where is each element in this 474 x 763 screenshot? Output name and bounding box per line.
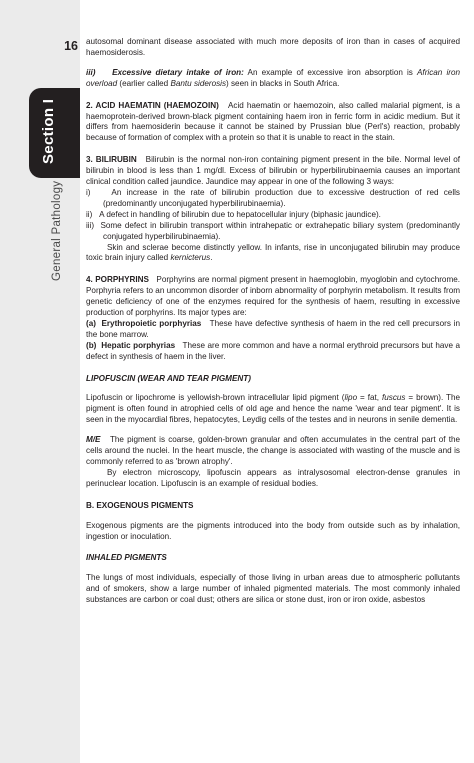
emphasis: fuscus [381,393,406,403]
item-title: M/E [86,435,101,445]
text-run: These have defective synthesis of haem in the red cell precursors in the bone marrow. [86,318,460,339]
list-item-erythropoietic [86,319,460,341]
section-heading-lipofuscin: LIPOFUSCIN (WEAR AND TEAR PIGMENT) [86,373,251,383]
page-content [86,37,460,606]
emphasis: African iron overload [86,67,460,88]
section-heading-exogenous: B. EXOGENOUS PIGMENTS [86,500,194,510]
paragraph-bilirubin [86,155,460,188]
section-heading-inhaled: INHALED PIGMENTS [86,553,167,563]
section-heading: 4. PORPHYRINS [86,275,149,285]
text-run: = brown). The pigment is often found in atrophied cells of old age and hence the name 'wear and tear pigment'. It is seen in the myocardial fibres, hepatocytes, Leydig cells of the testes and in neurons in senile dementia. [86,393,461,425]
text-run: . [210,253,213,263]
paragraph-microscopy [86,435,460,468]
list-item: iii) Some defect in bilirubin transport within intrahepatic or extrahepatic biliary system (predominantly conjugated hyperbilirubinaemia). [86,220,460,241]
section-heading: 2. ACID HAEMATIN (HAEMOZOIN) [86,100,219,110]
page-number: 16 [64,39,78,53]
item-title: (a) Erythropoietic porphyrias [86,318,202,328]
emphasis: lipo [344,393,358,403]
text-run: An example of excessive iron absorption is [243,67,418,77]
section-label: Section I [40,98,57,164]
paragraph-inhaled: The lungs of most individuals, especially of those living in urban areas due to atmospheric pollutants and of smokers, show a large number of inhaled pigmented materials. The most commonly inhaled substances are carbon or coal dust; others are silica or stone dust, iron or iron oxide, asbestos [86,573,460,605]
text-run: The pigment is coarse, golden-brown granular and often accumulates in the central part of the cells around the nuclei. In the heart muscle, the change is associated with wasting of the muscle and is commonly referred to as 'brown atrophy'. [86,435,460,466]
paragraph-electron-microscopy: By electron microscopy, lipofuscin appears as intralysosomal electron-dense granules in perinuclear location. Lipofuscin is an example of residual bodies. [86,467,460,488]
text-run: Acid haematin or haemozoin, also called malarial pigment, is a haemoprotein-derived brown-black pigment containing haem iron in ferric form in acidic medium. But it differs from haemosiderin because it cannot be stained by Prussian blue (Perl's) reaction, probably because of formation of complex with a protein so that it is unable to react in the stain. [86,100,461,143]
paragraph-lipofuscin [86,393,460,426]
list-item-hepatic [86,341,460,363]
item-title: Excessive dietary intake of iron: [112,67,244,77]
subject-label: General Pathology [51,180,63,281]
paragraph-exogenous: Exogenous pigments are the pigments introduced into the body from outside such as by inhalation, ingestion or inoculation. [86,520,460,541]
text-run: (earlier called [117,78,171,88]
paragraph-dietary-iron [86,68,460,90]
text-run: = fat, [357,393,382,403]
section-heading: 3. BILIRUBIN [86,155,137,165]
text-run: Lipofuscin or lipochrome is yellowish-brown intracellular lipid pigment ( [86,393,345,403]
paragraph-continuation: autosomal dominant disease associated with much more deposits of iron than in cases of acquired haemosiderosis. [86,37,460,57]
text-run: Skin and sclerae become distinctly yellow. In infants, rise in unconjugated bilirubin may produce toxic brain injury called [86,242,460,263]
paragraph-skin [86,243,460,265]
item-title: (b) Hepatic porphyrias [86,340,176,350]
emphasis: kernicterus [170,253,211,263]
text-run: These are more common and have a normal erythroid precursors but have a defect in synthesis of haem in the liver. [86,340,460,361]
paragraph-porphyrins [86,275,460,319]
text-run: Bilirubin is the normal non-iron containing pigment present in the bile. Normal level of bilirubin in blood is less than 1 mg/dl. Excess of bilirubin or hyperbilirubinaemia causes an important clinical condition called jaundice. Jaundice may appear in one of the following 3 ways: [86,155,460,187]
list-item: i) An increase in the rate of bilirubin production due to excessive destruction of red cells (predominantly unconjugated hyperbilirubinaemia). [86,187,460,208]
text-run: Porphyrins are normal pigment present in haemoglobin, myoglobin and cytochrome. Porphyria refers to an uncommon disorder of inborn abnormality of porphyrin metabolism. It results from genetic deficiency of one of the enzymes required for the synthesis of haem, resulting in excessive production of porphyrins. Its major types are: [86,275,460,318]
emphasis: Bantu siderosis [170,78,227,88]
list-marker: iii) [86,67,96,77]
list-item: ii) A defect in handling of bilirubin due to hepatocellular injury (biphasic jaundice). [86,209,381,219]
paragraph-acid-haematin [86,101,460,145]
text-run: ) seen in blacks in South Africa. [226,78,340,88]
